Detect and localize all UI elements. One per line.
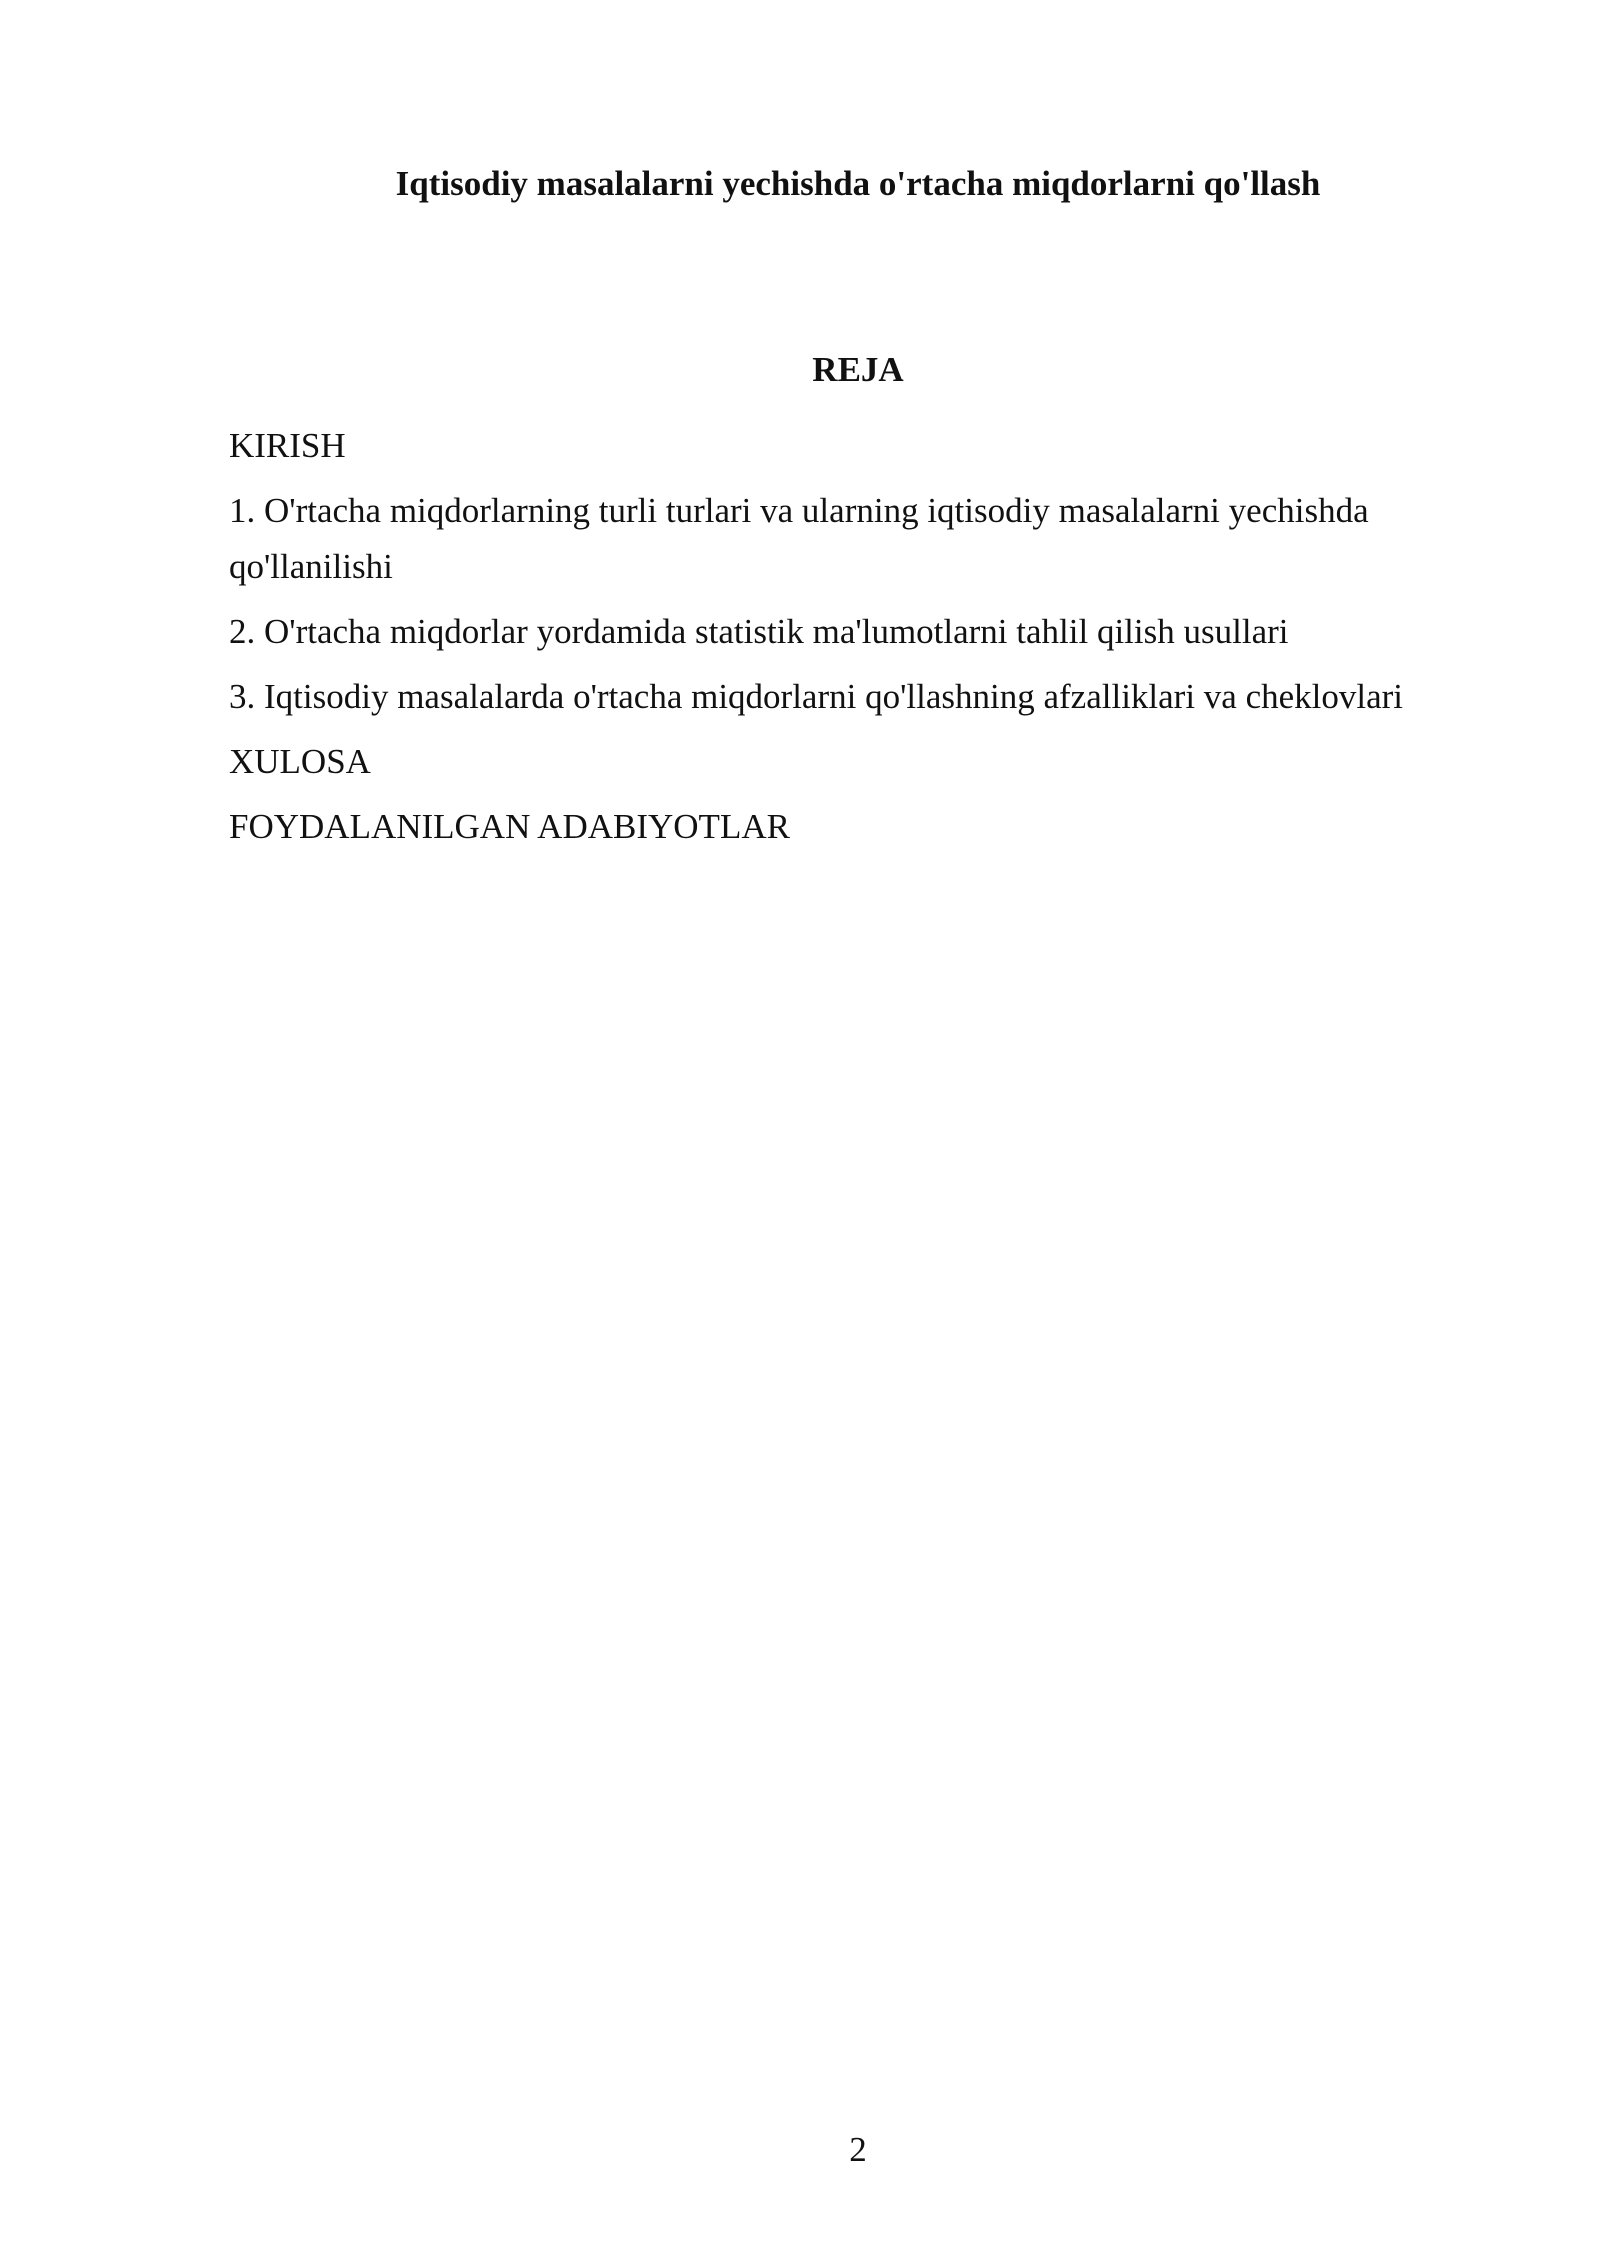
table-of-contents: [229, 418, 1469, 864]
document-title: Iqtisodiy masalalarni yechishda o'rtacha miqdorlarni qo'llash: [395, 164, 1321, 203]
page-number: 2: [849, 2130, 867, 2169]
toc-item-section-1: 1. O'rtacha miqdorlarning turli turlari va ularning iqtisodiy masalalarni yechishda qo'llanilishi: [229, 491, 1369, 586]
toc-item-conclusion: XULOSA: [229, 742, 371, 781]
toc-item-introduction: KIRISH: [229, 426, 346, 465]
toc-item-references: FOYDALANILGAN ADABIYOTLAR: [229, 807, 790, 846]
plan-heading: REJA: [812, 350, 904, 389]
toc-item-section-3: 3. Iqtisodiy masalalarda o'rtacha miqdorlarni qo'llashning afzalliklari va cheklovlari: [229, 677, 1404, 716]
toc-item-section-2: 2. O'rtacha miqdorlar yordamida statistik ma'lumotlarni tahlil qilish usullari: [229, 612, 1289, 651]
